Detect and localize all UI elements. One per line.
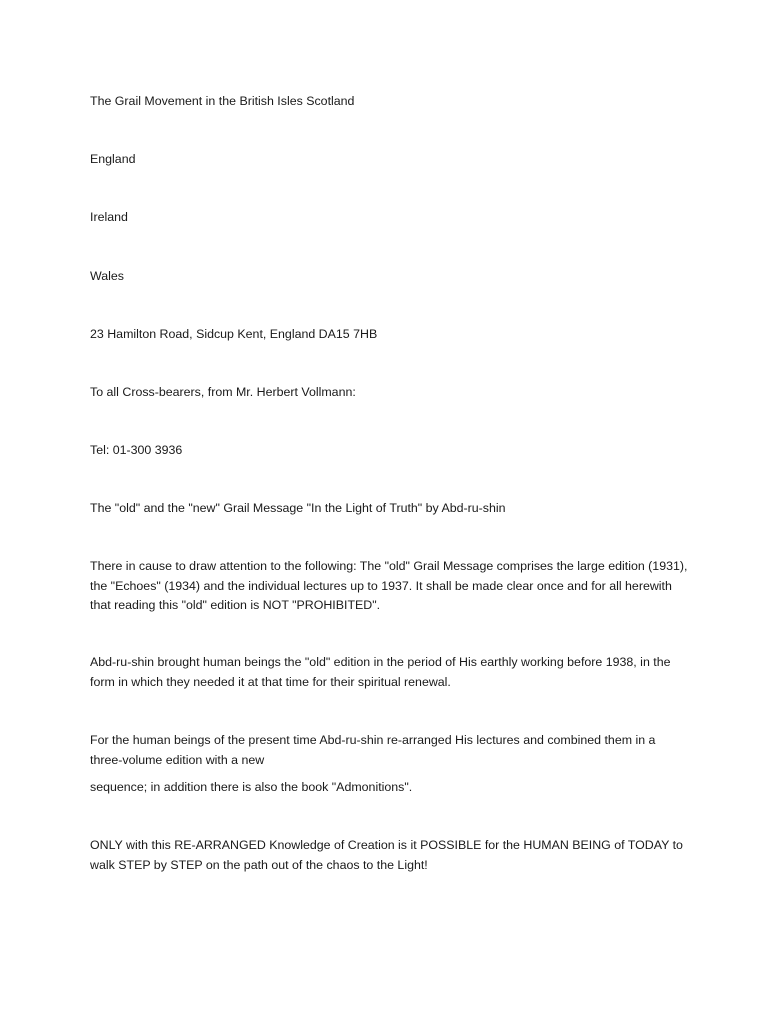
country-ireland: Ireland <box>90 210 128 224</box>
document-heading: The Grail Movement in the British Isles Scotland <box>90 94 355 108</box>
paragraph-sequence: sequence; in addition there is also the book "Admonitions". <box>90 780 413 794</box>
subject-line: The "old" and the "new" Grail Message "In the Light of Truth" by Abd-ru-shin <box>90 501 506 515</box>
paragraph-earthly-working: Abd-ru-shin brought human beings the "old" edition in the period of His earthly working before 1938, in the form in which they needed it at that time for their spiritual renewal. <box>90 655 671 689</box>
telephone-line: Tel: 01-300 3936 <box>90 443 183 457</box>
paragraph-rearranged: For the human beings of the present time Abd-ru-shin re-arranged His lectures and combined them in a three-volume edition with a new <box>90 733 656 767</box>
salutation-line: To all Cross-bearers, from Mr. Herbert Vollmann: <box>90 385 356 399</box>
paragraph-knowledge: ONLY with this RE-ARRANGED Knowledge of Creation is it POSSIBLE for the HUMAN BEING of TODAY to walk STEP by STEP on the path out of the chaos to the Light! <box>90 838 683 872</box>
paragraph-old-edition: There in cause to draw attention to the following: The "old" Grail Message comprises the large edition (1931), the "Echoes" (1934) and the individual lectures up to 1937. It shall be made clear once and for all herewith that reading this "old" edition is NOT "PROHIBITED". <box>90 559 688 612</box>
address-line: 23 Hamilton Road, Sidcup Kent, England DA15 7HB <box>90 327 378 341</box>
country-england: England <box>90 152 136 166</box>
country-wales: Wales <box>90 269 124 283</box>
